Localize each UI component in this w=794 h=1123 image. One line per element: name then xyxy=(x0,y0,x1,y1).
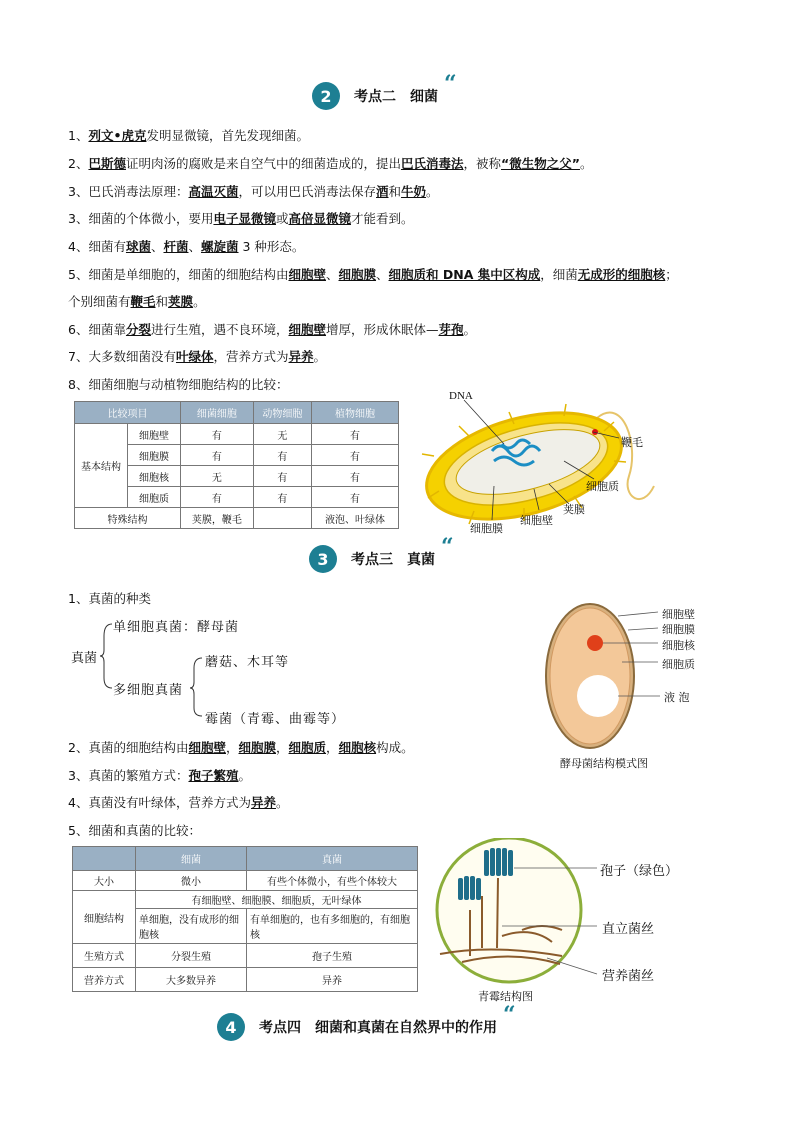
tree-unicellular: 单细胞真菌：酵母菌 xyxy=(113,620,240,635)
table-cell: 细胞膜 xyxy=(128,445,181,466)
text-line: 3、真菌的繁殖方式：孢子繁殖。 xyxy=(68,768,251,783)
table-header: 细菌 xyxy=(136,847,247,871)
text-line: 6、细菌靠分裂进行生殖，遇不良环境，细胞壁增厚，形成休眠体—芽孢。 xyxy=(68,322,477,337)
text-line: 4、真菌没有叶绿体，营养方式为异养。 xyxy=(68,795,289,810)
table-cell: 有 xyxy=(253,466,311,487)
tree-root: 真菌 xyxy=(71,651,98,666)
mold-label-nutrient-hyphae: 营养菌丝 xyxy=(602,969,655,984)
quote-icon: “ xyxy=(503,1002,516,1028)
table-header: 细菌细胞 xyxy=(181,402,254,424)
section-header-4 xyxy=(217,1002,516,1041)
penicillium-illustration xyxy=(437,838,581,982)
table-cell: 有 xyxy=(312,424,399,445)
table-cell: 有 xyxy=(312,487,399,508)
cell-comparison-table xyxy=(74,401,399,529)
yeast-label-vacuole: 液 泡 xyxy=(664,691,690,704)
table-cell xyxy=(253,508,311,529)
label-dna: DNA xyxy=(449,390,473,402)
text-line: 个别细菌有鞭毛和荚膜。 xyxy=(68,294,206,309)
table-cell: 异养 xyxy=(247,968,418,992)
table-cell: 有 xyxy=(181,445,254,466)
section-header-3 xyxy=(309,534,454,573)
yeast-label-nucleus: 细胞核 xyxy=(662,639,695,652)
table-cell: 有 xyxy=(181,487,254,508)
table-cell: 细胞结构 xyxy=(73,891,136,944)
table-cell: 有 xyxy=(253,487,311,508)
mold-label-spore: 孢子（绿色） xyxy=(600,864,679,879)
table-cell: 微小 xyxy=(136,871,247,891)
section-header-2 xyxy=(312,71,457,110)
text-line: 1、列文•虎克发明显微镜，首先发现细菌。 xyxy=(68,128,309,143)
tree-mold: 霉菌（青霉、曲霉等） xyxy=(205,712,346,727)
section-number-badge: 4 xyxy=(217,1013,245,1041)
bacteria-fungi-table xyxy=(72,846,418,992)
yeast-caption: 酵母菌结构模式图 xyxy=(560,757,648,770)
label-cell-wall: 细胞壁 xyxy=(520,514,553,527)
label-flagella: 鞭毛 xyxy=(621,436,643,449)
text-line: 8、细菌细胞与动植物细胞结构的比较： xyxy=(68,377,289,392)
table-header: 动物细胞 xyxy=(253,402,311,424)
mold-label-erect-hyphae: 直立菌丝 xyxy=(602,922,655,937)
yeast-cell-illustration xyxy=(546,604,634,748)
section-title: 考点三 真菌 xyxy=(351,552,435,568)
table-cell: 特殊结构 xyxy=(75,508,181,529)
table-cell: 无 xyxy=(181,466,254,487)
table-cell: 生殖方式 xyxy=(73,944,136,968)
tree-mushroom: 蘑菇、木耳等 xyxy=(205,655,290,670)
table-cell: 分裂生殖 xyxy=(136,944,247,968)
table-header xyxy=(73,847,136,871)
text-line: 7、大多数细菌没有叶绿体，营养方式为异养。 xyxy=(68,349,327,364)
penicillium-diagram xyxy=(432,838,602,988)
table-cell: 孢子生殖 xyxy=(247,944,418,968)
yeast-label-membrane: 细胞膜 xyxy=(662,623,695,636)
table-cell: 有单细胞的，也有多细胞的，有细胞核 xyxy=(247,909,418,944)
text-line: 5、细菌是单细胞的，细菌的细胞结构由细胞壁、细胞膜、细胞质和 DNA 集中区构成，细菌无成形的细胞核； xyxy=(68,267,678,282)
table-cell: 有些个体微小，有些个体较大 xyxy=(247,871,418,891)
table-cell: 细胞质 xyxy=(128,487,181,508)
text-line: 5、细菌和真菌的比较： xyxy=(68,823,201,838)
label-capsule: 荚膜 xyxy=(563,503,585,516)
text-line: 2、巴斯德证明肉汤的腐败是来自空气中的细菌造成的，提出巴氏消毒法，被称“微生物之父”。 xyxy=(68,156,593,171)
table-header: 真菌 xyxy=(247,847,418,871)
text-line: 3、细菌的个体微小，要用电子显微镜或高倍显微镜才能看到。 xyxy=(68,211,414,226)
table-cell: 有 xyxy=(312,445,399,466)
table-cell: 有 xyxy=(253,445,311,466)
table-cell: 大小 xyxy=(73,871,136,891)
quote-icon: “ xyxy=(444,71,457,97)
table-header: 比较项目 xyxy=(75,402,181,424)
yeast-label-wall: 细胞壁 xyxy=(662,608,695,621)
table-cell: 无 xyxy=(253,424,311,445)
text-line: 4、细菌有球菌、杆菌、螺旋菌 3 种形态。 xyxy=(68,239,305,254)
label-cell-membrane: 细胞膜 xyxy=(470,522,503,535)
table-cell: 单细胞，没有成形的细胞核 xyxy=(136,909,247,944)
table-header: 植物细胞 xyxy=(312,402,399,424)
table-cell: 细胞壁 xyxy=(128,424,181,445)
table-cell: 液泡、叶绿体 xyxy=(312,508,399,529)
table-cell: 细胞核 xyxy=(128,466,181,487)
section-number-badge: 2 xyxy=(312,82,340,110)
tree-multicellular: 多细胞真菌 xyxy=(113,683,184,698)
table-cell: 荚膜，鞭毛 xyxy=(181,508,254,529)
table-cell: 有 xyxy=(181,424,254,445)
table-cell: 营养方式 xyxy=(73,968,136,992)
yeast-label-cytoplasm: 细胞质 xyxy=(662,658,695,671)
quote-icon: “ xyxy=(441,534,454,560)
section-number-badge: 3 xyxy=(309,545,337,573)
table-cell: 基本结构 xyxy=(75,424,128,508)
table-cell: 大多数异养 xyxy=(136,968,247,992)
table-cell: 有细胞壁、细胞膜、细胞质，无叶绿体 xyxy=(136,891,418,909)
section-title: 考点二 细菌 xyxy=(354,89,438,105)
label-cytoplasm: 细胞质 xyxy=(586,480,619,493)
text-line: 3、巴氏消毒法原理：高温灭菌，可以用巴氏消毒法保存酒和牛奶。 xyxy=(68,184,439,199)
section-title: 考点四 细菌和真菌在自然界中的作用 xyxy=(259,1020,497,1036)
fungi-types-title: 1、真菌的种类 xyxy=(68,591,151,606)
mold-caption: 青霉结构图 xyxy=(478,990,533,1003)
table-cell: 有 xyxy=(312,466,399,487)
text-line: 2、真菌的细胞结构由细胞壁，细胞膜，细胞质，细胞核构成。 xyxy=(68,740,414,755)
